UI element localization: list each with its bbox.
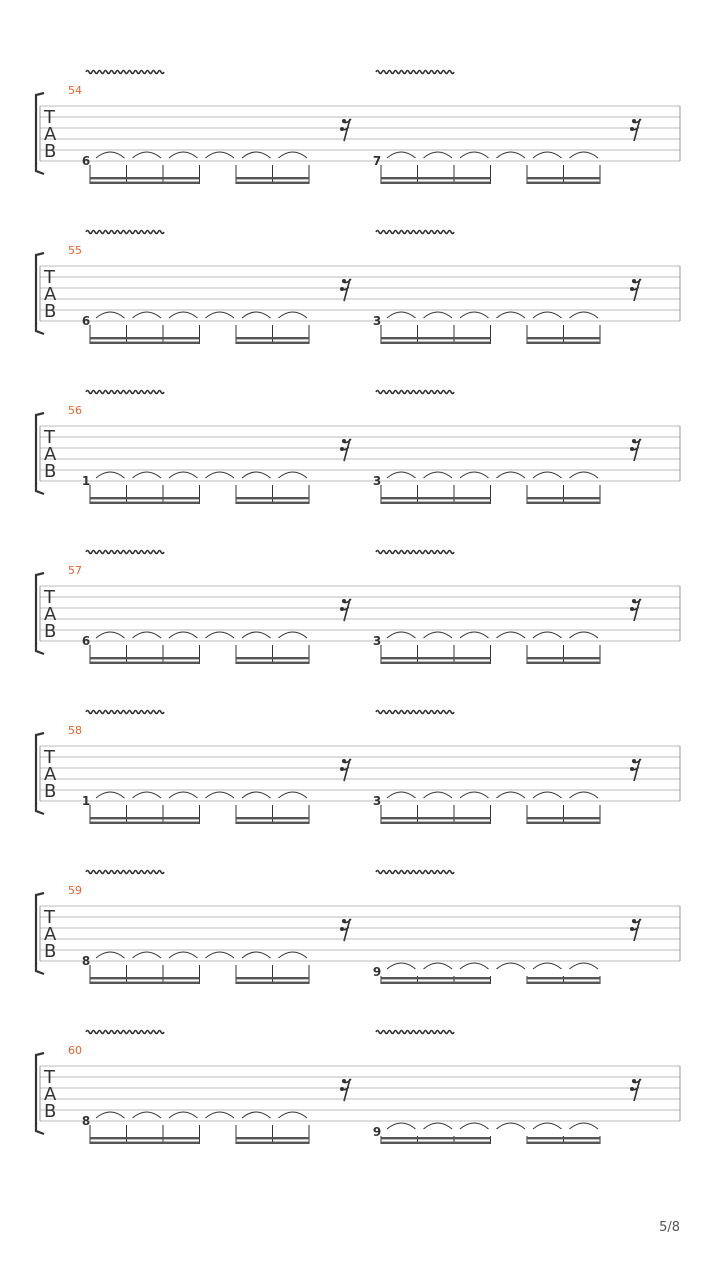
- tie-arc: [570, 312, 599, 318]
- tab-system-59: [36, 871, 680, 985]
- tab-clef-letter: B: [44, 141, 57, 162]
- tie-arc: [279, 152, 308, 158]
- tie-arc: [387, 963, 416, 969]
- beam: [527, 662, 600, 664]
- beam: [236, 817, 309, 819]
- beam: [236, 337, 309, 339]
- beam: [90, 497, 200, 499]
- rest-dot: [630, 607, 634, 611]
- tab-system-55: [36, 231, 680, 345]
- tab-clef-letter: T: [44, 907, 55, 928]
- beam: [527, 657, 600, 659]
- beam: [381, 1137, 491, 1139]
- rest-dot: [632, 279, 636, 283]
- tie-arc: [133, 152, 162, 158]
- tie-arc: [242, 1112, 271, 1118]
- rest-dot: [342, 279, 346, 283]
- tie-arc: [242, 312, 271, 318]
- beam: [527, 1137, 600, 1139]
- tab-system-58: [36, 711, 680, 825]
- fret-number: 6: [81, 154, 91, 168]
- tie-arc: [96, 1112, 125, 1118]
- beam: [236, 342, 309, 344]
- tab-system-56: [36, 391, 680, 505]
- rest-dot: [630, 767, 634, 771]
- fret-number: 3: [372, 634, 382, 648]
- tie-arc: [533, 312, 562, 318]
- tie-arc: [497, 152, 526, 158]
- beam: [381, 657, 491, 659]
- beam: [527, 977, 600, 979]
- tab-clef-letter: T: [44, 107, 55, 128]
- vibrato-mark: [376, 391, 454, 394]
- beam: [90, 342, 200, 344]
- rest-dot: [342, 119, 346, 123]
- tie-arc: [533, 472, 562, 478]
- beam: [527, 822, 600, 824]
- tie-arc: [133, 952, 162, 958]
- tie-arc: [96, 632, 125, 638]
- tab-clef-letter: A: [44, 124, 57, 145]
- tie-arc: [206, 1112, 235, 1118]
- beam: [381, 177, 491, 179]
- beam: [236, 657, 309, 659]
- rest-dot: [630, 127, 634, 131]
- tie-arc: [533, 152, 562, 158]
- fret-number: 8: [81, 954, 91, 968]
- fret-number: 3: [372, 794, 382, 808]
- fret-number: 8: [81, 1114, 91, 1128]
- beam: [381, 182, 491, 184]
- tie-arc: [206, 952, 235, 958]
- measure-number: 60: [68, 1044, 82, 1057]
- vibrato-mark: [86, 711, 164, 714]
- vibrato-mark: [86, 871, 164, 874]
- tab-clef-letter: A: [44, 924, 57, 945]
- tie-arc: [279, 472, 308, 478]
- beam: [236, 1142, 309, 1144]
- measure-number: 54: [68, 84, 82, 97]
- tie-arc: [460, 632, 489, 638]
- vibrato-mark: [376, 711, 454, 714]
- tie-arc: [424, 472, 453, 478]
- tie-arc: [570, 792, 599, 798]
- measure-number: 56: [68, 404, 82, 417]
- rest-dot: [630, 1087, 634, 1091]
- vibrato-mark: [86, 231, 164, 234]
- beam: [527, 1142, 600, 1144]
- beam: [236, 662, 309, 664]
- beam: [90, 177, 200, 179]
- beam: [527, 337, 600, 339]
- tie-arc: [533, 963, 562, 969]
- vibrato-mark: [86, 1031, 164, 1034]
- beam: [236, 182, 309, 184]
- beam: [527, 182, 600, 184]
- beam: [236, 1137, 309, 1139]
- rest-dot: [632, 919, 636, 923]
- tie-arc: [169, 152, 198, 158]
- tie-arc: [133, 472, 162, 478]
- measure-number: 59: [68, 884, 82, 897]
- measure-number: 57: [68, 564, 82, 577]
- tab-clef-letter: B: [44, 1101, 57, 1122]
- rest-dot: [340, 287, 344, 291]
- tie-arc: [96, 312, 125, 318]
- tie-arc: [279, 632, 308, 638]
- tie-arc: [279, 1112, 308, 1118]
- rest-dot: [632, 439, 636, 443]
- beam: [381, 497, 491, 499]
- tie-arc: [533, 632, 562, 638]
- tie-arc: [533, 792, 562, 798]
- fret-number: 6: [81, 634, 91, 648]
- rest-dot: [630, 927, 634, 931]
- tie-arc: [206, 792, 235, 798]
- fret-number: 1: [81, 794, 91, 808]
- beam: [381, 1142, 491, 1144]
- rest-dot: [340, 767, 344, 771]
- tie-arc: [460, 472, 489, 478]
- rest-dot: [630, 287, 634, 291]
- beam: [90, 982, 200, 984]
- tie-arc: [497, 1123, 526, 1129]
- beam: [90, 817, 200, 819]
- vibrato-mark: [86, 71, 164, 74]
- rest-dot: [342, 759, 346, 763]
- tie-arc: [460, 963, 489, 969]
- tie-arc: [460, 152, 489, 158]
- rest-dot: [632, 599, 636, 603]
- beam: [527, 342, 600, 344]
- tie-arc: [570, 632, 599, 638]
- vibrato-mark: [376, 551, 454, 554]
- rest-dot: [632, 119, 636, 123]
- tab-clef-letter: T: [44, 747, 55, 768]
- rest-dot: [340, 607, 344, 611]
- tie-arc: [279, 952, 308, 958]
- tie-arc: [206, 472, 235, 478]
- tie-arc: [497, 472, 526, 478]
- beam: [527, 502, 600, 504]
- vibrato-mark: [376, 1031, 454, 1034]
- beam: [90, 1142, 200, 1144]
- beam: [90, 502, 200, 504]
- tie-arc: [169, 792, 198, 798]
- tab-clef-letter: A: [44, 604, 57, 625]
- beam: [527, 497, 600, 499]
- rest-dot: [342, 439, 346, 443]
- fret-number: 9: [372, 965, 382, 979]
- vibrato-mark: [376, 871, 454, 874]
- tie-arc: [279, 312, 308, 318]
- rest-dot: [632, 759, 636, 763]
- tie-arc: [424, 152, 453, 158]
- tie-arc: [387, 312, 416, 318]
- beam: [381, 502, 491, 504]
- tie-arc: [387, 152, 416, 158]
- tie-arc: [387, 792, 416, 798]
- tie-arc: [96, 152, 125, 158]
- fret-number: 9: [372, 1125, 382, 1139]
- tie-arc: [424, 632, 453, 638]
- vibrato-mark: [376, 231, 454, 234]
- tie-arc: [460, 312, 489, 318]
- rest-dot: [340, 447, 344, 451]
- tab-clef-letter: T: [44, 267, 55, 288]
- rest-dot: [630, 447, 634, 451]
- tie-arc: [497, 792, 526, 798]
- tie-arc: [169, 632, 198, 638]
- tie-arc: [169, 472, 198, 478]
- tie-arc: [96, 472, 125, 478]
- tie-arc: [570, 152, 599, 158]
- tie-arc: [570, 1123, 599, 1129]
- page-indicator: 5/8: [659, 1220, 680, 1235]
- tie-arc: [424, 792, 453, 798]
- tie-arc: [460, 792, 489, 798]
- tie-arc: [242, 792, 271, 798]
- beam: [381, 817, 491, 819]
- rest-dot: [340, 127, 344, 131]
- tie-arc: [497, 632, 526, 638]
- vibrato-mark: [86, 551, 164, 554]
- beam: [90, 657, 200, 659]
- tie-arc: [242, 152, 271, 158]
- rest-dot: [632, 1079, 636, 1083]
- beam: [236, 977, 309, 979]
- fret-number: 3: [372, 314, 382, 328]
- beam: [236, 497, 309, 499]
- tie-arc: [206, 312, 235, 318]
- rest-dot: [340, 927, 344, 931]
- beam: [381, 337, 491, 339]
- tie-arc: [387, 1123, 416, 1129]
- beam: [90, 662, 200, 664]
- tab-clef-letter: A: [44, 444, 57, 465]
- beam: [236, 177, 309, 179]
- tie-arc: [497, 312, 526, 318]
- measure-number: 58: [68, 724, 82, 737]
- tab-clef-letter: B: [44, 301, 57, 322]
- tie-arc: [169, 952, 198, 958]
- beam: [381, 982, 491, 984]
- rest-dot: [340, 1087, 344, 1091]
- beam: [381, 342, 491, 344]
- tab-clef-letter: T: [44, 1067, 55, 1088]
- rest-dot: [342, 919, 346, 923]
- tie-arc: [497, 963, 526, 969]
- beam: [381, 662, 491, 664]
- rest-dot: [342, 1079, 346, 1083]
- tab-clef-letter: B: [44, 621, 57, 642]
- beam: [527, 177, 600, 179]
- tie-arc: [279, 792, 308, 798]
- beam: [236, 822, 309, 824]
- beam: [90, 1137, 200, 1139]
- tie-arc: [133, 312, 162, 318]
- beam: [90, 822, 200, 824]
- tie-arc: [133, 1112, 162, 1118]
- tab-system-57: [36, 551, 680, 665]
- tie-arc: [169, 1112, 198, 1118]
- vibrato-mark: [86, 391, 164, 394]
- beam: [236, 502, 309, 504]
- tie-arc: [242, 472, 271, 478]
- tie-arc: [570, 963, 599, 969]
- tie-arc: [133, 792, 162, 798]
- tie-arc: [387, 632, 416, 638]
- tie-arc: [424, 963, 453, 969]
- beam: [90, 337, 200, 339]
- tab-clef-letter: T: [44, 427, 55, 448]
- tie-arc: [169, 312, 198, 318]
- tie-arc: [460, 1123, 489, 1129]
- tie-arc: [424, 312, 453, 318]
- beam: [381, 822, 491, 824]
- beam: [381, 977, 491, 979]
- tie-arc: [242, 632, 271, 638]
- tab-clef-letter: B: [44, 941, 57, 962]
- beam: [527, 982, 600, 984]
- tab-clef-letter: A: [44, 1084, 57, 1105]
- tab-clef-letter: T: [44, 587, 55, 608]
- tie-arc: [96, 792, 125, 798]
- tab-system-60: [36, 1031, 680, 1145]
- rest-dot: [342, 599, 346, 603]
- vibrato-mark: [376, 71, 454, 74]
- tie-arc: [424, 1123, 453, 1129]
- tie-arc: [206, 632, 235, 638]
- fret-number: 1: [81, 474, 91, 488]
- tab-system-54: [36, 71, 680, 185]
- tie-arc: [242, 952, 271, 958]
- beam: [527, 817, 600, 819]
- tab-clef-letter: A: [44, 284, 57, 305]
- fret-number: 7: [372, 154, 382, 168]
- beam: [236, 982, 309, 984]
- fret-number: 6: [81, 314, 91, 328]
- tie-arc: [570, 472, 599, 478]
- tab-clef-letter: B: [44, 461, 57, 482]
- fret-number: 3: [372, 474, 382, 488]
- tab-clef-letter: A: [44, 764, 57, 785]
- tie-arc: [206, 152, 235, 158]
- beam: [90, 182, 200, 184]
- beam: [90, 977, 200, 979]
- tie-arc: [133, 632, 162, 638]
- measure-number: 55: [68, 244, 82, 257]
- tie-arc: [96, 952, 125, 958]
- tab-clef-letter: B: [44, 781, 57, 802]
- tie-arc: [533, 1123, 562, 1129]
- tie-arc: [387, 472, 416, 478]
